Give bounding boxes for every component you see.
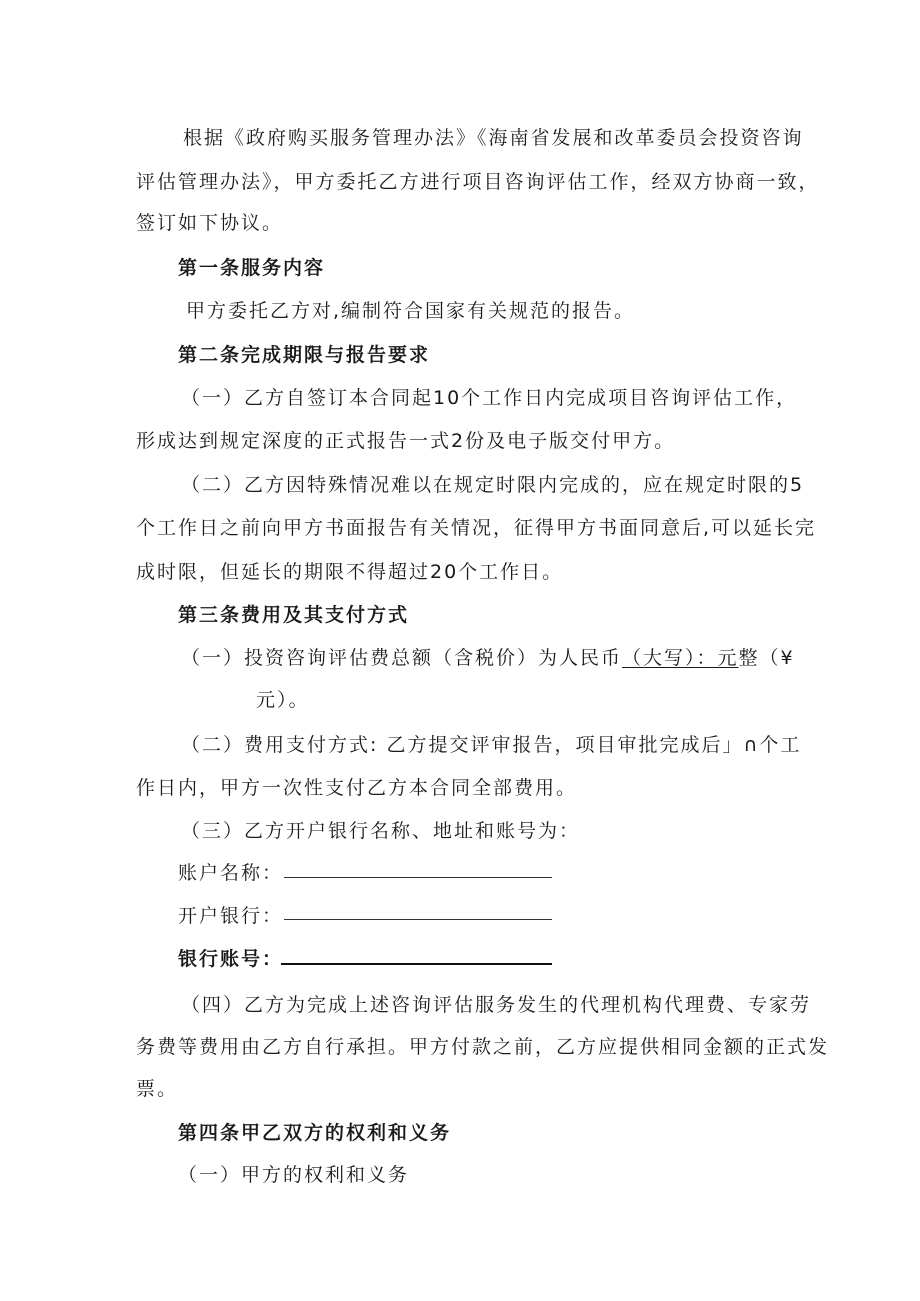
account-name-blank xyxy=(284,877,552,878)
article-4-p1-line-1: （一）甲方的权利和义务 xyxy=(178,1164,410,1186)
article-2-p1-line-2: 形成达到规定深度的正式报告一式2份及电子版交付甲方。 xyxy=(136,430,676,452)
article-2-p1-line-1: （一）乙方自签订本合同起10个工作日内完成项目咨询评估工作， xyxy=(181,387,798,409)
article-3-p2-line-2: 作日内，甲方一次性支付乙方本合同全部费用。 xyxy=(136,777,578,799)
account-name-label: 账户名称： xyxy=(178,862,284,884)
fee-amount-field: （大写）：元 xyxy=(622,647,739,669)
intro-line-3: 签订如下协议。 xyxy=(136,212,284,234)
fee-suffix: 整（¥ xyxy=(738,647,795,669)
account-number-label: 银行账号： xyxy=(178,948,284,970)
bank-label: 开户银行： xyxy=(178,905,284,927)
article-3-heading: 第三条费用及其支付方式 xyxy=(178,604,410,626)
article-3-p1-line-1 xyxy=(181,646,795,670)
intro-line-2: 评估管理办法》，甲方委托乙方进行项目咨询评估工作，经双方协商一致， xyxy=(136,171,820,193)
fee-text: （一）投资咨询评估费总额（含税价）为人民币 xyxy=(181,647,623,669)
bank-blank xyxy=(284,919,552,920)
article-2-p2-line-1: （二）乙方因特殊情况难以在规定时限内完成的，应在规定时限的5 xyxy=(181,474,805,496)
article-1-heading: 第一条服务内容 xyxy=(178,257,326,279)
article-3-p1-line-2: 元）。 xyxy=(256,689,310,711)
article-2-p2-line-3: 成时限，但延长的期限不得超过20个工作日。 xyxy=(136,561,564,583)
article-2-p2-line-2: 个工作日之前向甲方书面报告有关情况，征得甲方书面同意后,可以延长完 xyxy=(136,517,817,539)
article-1-line-1: 甲方委托乙方对,编制符合国家有关规范的报告。 xyxy=(186,300,636,322)
article-3-p2-line-1: （二）费用支付方式: 乙方提交评审报告，项目审批完成后」∩个工 xyxy=(181,734,802,756)
article-2-heading: 第二条完成期限与报告要求 xyxy=(178,344,431,366)
intro-line-1: 根据《政府购买服务管理办法》《海南省发展和改革委员会投资咨询 xyxy=(183,127,804,149)
article-4-heading: 第四条甲乙双方的权利和义务 xyxy=(178,1122,452,1144)
account-number-blank xyxy=(281,963,552,965)
article-3-p4-line-1: （四）乙方为完成上述咨询评估服务发生的代理机构代理费、专家劳 xyxy=(181,994,812,1016)
article-3-p4-line-2: 务费等费用由乙方自行承担。甲方付款之前，乙方应提供相同金额的正式发 xyxy=(136,1036,830,1058)
article-3-p3-line-1: （三）乙方开户银行名称、地址和账号为： xyxy=(181,820,581,842)
article-3-p4-line-3: 票。 xyxy=(136,1078,179,1100)
